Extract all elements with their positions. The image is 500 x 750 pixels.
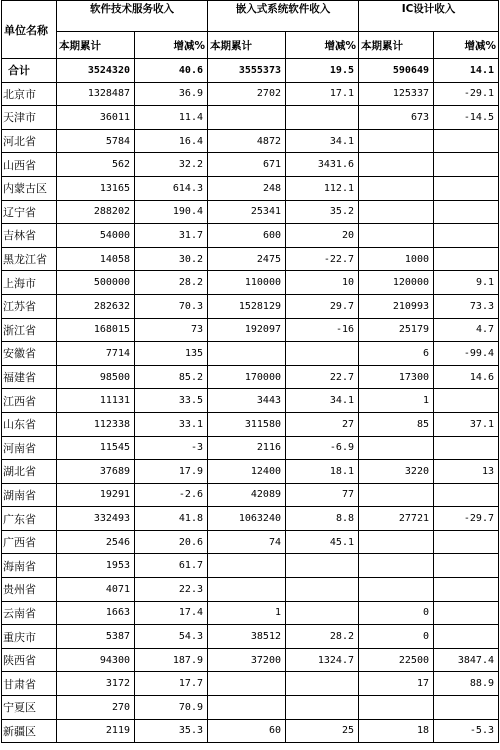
embedded-change-cell xyxy=(286,106,359,130)
software-services-change-cell: 85.2 xyxy=(135,365,208,389)
embedded-cumulative-cell: 2475 xyxy=(208,247,286,271)
table-row xyxy=(2,601,499,625)
embedded-cumulative-cell: 170000 xyxy=(208,365,286,389)
ic-design-change-cell xyxy=(434,176,499,200)
sub-header-cumulative: 本期累计 xyxy=(359,32,434,59)
ic-design-change-cell: 37.1 xyxy=(434,412,499,436)
ic-design-cumulative-cell xyxy=(359,483,434,507)
region-name-cell: 北京市 xyxy=(2,82,57,106)
software-services-cumulative-cell: 168015 xyxy=(57,318,135,342)
embedded-change-cell: 29.7 xyxy=(286,294,359,318)
region-name-cell: 福建省 xyxy=(2,365,57,389)
table-row xyxy=(2,82,499,106)
group-header-embedded-software: 嵌入式系统软件收入 xyxy=(208,1,359,32)
software-services-change-cell: 73 xyxy=(135,318,208,342)
embedded-cumulative-cell xyxy=(208,342,286,366)
software-services-change-cell: 70.9 xyxy=(135,696,208,720)
embedded-cumulative-cell: 25341 xyxy=(208,200,286,224)
software-services-change-cell: 70.3 xyxy=(135,294,208,318)
software-services-cumulative-cell: 3524320 xyxy=(57,59,135,83)
embedded-change-cell: 35.2 xyxy=(286,200,359,224)
revenue-table xyxy=(1,0,499,743)
embedded-change-cell: 20 xyxy=(286,224,359,248)
table-row xyxy=(2,530,499,554)
table-row xyxy=(2,483,499,507)
software-services-cumulative-cell: 94300 xyxy=(57,648,135,672)
embedded-cumulative-cell: 110000 xyxy=(208,271,286,295)
ic-design-cumulative-cell: 18 xyxy=(359,719,434,743)
embedded-cumulative-cell xyxy=(208,106,286,130)
embedded-cumulative-cell xyxy=(208,554,286,578)
table-row xyxy=(2,672,499,696)
table-row xyxy=(2,294,499,318)
software-services-cumulative-cell: 54000 xyxy=(57,224,135,248)
software-services-cumulative-cell: 14058 xyxy=(57,247,135,271)
software-services-cumulative-cell: 282632 xyxy=(57,294,135,318)
total-row xyxy=(2,59,499,83)
software-services-change-cell: 22.3 xyxy=(135,578,208,602)
embedded-change-cell: 18.1 xyxy=(286,460,359,484)
software-services-cumulative-cell: 112338 xyxy=(57,412,135,436)
ic-design-change-cell xyxy=(434,530,499,554)
embedded-change-cell: 34.1 xyxy=(286,389,359,413)
region-name-cell: 内蒙古区 xyxy=(2,176,57,200)
region-name-cell: 安徽省 xyxy=(2,342,57,366)
embedded-change-cell: 22.7 xyxy=(286,365,359,389)
region-name-cell: 河南省 xyxy=(2,436,57,460)
table-row xyxy=(2,342,499,366)
table-row xyxy=(2,554,499,578)
software-services-cumulative-cell: 288202 xyxy=(57,200,135,224)
region-name-cell: 陕西省 xyxy=(2,648,57,672)
ic-design-change-cell: -29.1 xyxy=(434,82,499,106)
ic-design-change-cell: -99.4 xyxy=(434,342,499,366)
software-services-cumulative-cell: 3172 xyxy=(57,672,135,696)
ic-design-change-cell: 4.7 xyxy=(434,318,499,342)
ic-design-cumulative-cell xyxy=(359,530,434,554)
table-row xyxy=(2,412,499,436)
region-name-cell: 浙江省 xyxy=(2,318,57,342)
group-header-software-services: 软件技术服务收入 xyxy=(57,1,208,32)
embedded-cumulative-cell: 74 xyxy=(208,530,286,554)
region-name-cell: 江西省 xyxy=(2,389,57,413)
embedded-cumulative-cell: 12400 xyxy=(208,460,286,484)
embedded-change-cell: 25 xyxy=(286,719,359,743)
software-services-cumulative-cell: 11545 xyxy=(57,436,135,460)
software-services-change-cell: 614.3 xyxy=(135,176,208,200)
software-services-cumulative-cell: 4071 xyxy=(57,578,135,602)
table-row xyxy=(2,436,499,460)
ic-design-cumulative-cell: 85 xyxy=(359,412,434,436)
embedded-change-cell: 112.1 xyxy=(286,176,359,200)
embedded-cumulative-cell: 3443 xyxy=(208,389,286,413)
ic-design-cumulative-cell: 125337 xyxy=(359,82,434,106)
region-name-cell: 吉林省 xyxy=(2,224,57,248)
ic-design-cumulative-cell xyxy=(359,436,434,460)
sub-header-change-pct: 增减% xyxy=(434,32,499,59)
embedded-change-cell xyxy=(286,578,359,602)
embedded-change-cell: 77 xyxy=(286,483,359,507)
embedded-change-cell: 27 xyxy=(286,412,359,436)
embedded-cumulative-cell: 60 xyxy=(208,719,286,743)
region-name-cell: 重庆市 xyxy=(2,625,57,649)
software-services-cumulative-cell: 2119 xyxy=(57,719,135,743)
software-services-change-cell: 17.9 xyxy=(135,460,208,484)
table-row xyxy=(2,365,499,389)
embedded-change-cell: 34.1 xyxy=(286,129,359,153)
ic-design-cumulative-cell: 590649 xyxy=(359,59,434,83)
software-services-cumulative-cell: 332493 xyxy=(57,507,135,531)
software-services-cumulative-cell: 98500 xyxy=(57,365,135,389)
embedded-change-cell xyxy=(286,554,359,578)
software-services-change-cell: 135 xyxy=(135,342,208,366)
ic-design-change-cell xyxy=(434,389,499,413)
ic-design-change-cell: -5.3 xyxy=(434,719,499,743)
software-services-change-cell: 33.5 xyxy=(135,389,208,413)
embedded-change-cell: 8.8 xyxy=(286,507,359,531)
header-row-sub xyxy=(2,32,499,59)
table-row xyxy=(2,648,499,672)
software-services-cumulative-cell: 13165 xyxy=(57,176,135,200)
software-services-change-cell: 31.7 xyxy=(135,224,208,248)
table-row xyxy=(2,106,499,130)
software-services-cumulative-cell: 2546 xyxy=(57,530,135,554)
software-services-change-cell: 33.1 xyxy=(135,412,208,436)
embedded-cumulative-cell: 37200 xyxy=(208,648,286,672)
software-services-cumulative-cell: 270 xyxy=(57,696,135,720)
embedded-change-cell: -22.7 xyxy=(286,247,359,271)
table-row xyxy=(2,625,499,649)
software-services-change-cell: 187.9 xyxy=(135,648,208,672)
software-services-change-cell: 28.2 xyxy=(135,271,208,295)
table-row xyxy=(2,153,499,177)
software-services-change-cell: 61.7 xyxy=(135,554,208,578)
ic-design-change-cell: 3847.4 xyxy=(434,648,499,672)
sub-header-change-pct: 增减% xyxy=(135,32,208,59)
software-services-change-cell: 16.4 xyxy=(135,129,208,153)
embedded-cumulative-cell: 38512 xyxy=(208,625,286,649)
embedded-change-cell: 19.5 xyxy=(286,59,359,83)
embedded-cumulative-cell: 2116 xyxy=(208,436,286,460)
ic-design-change-cell xyxy=(434,247,499,271)
software-services-cumulative-cell: 37689 xyxy=(57,460,135,484)
ic-design-cumulative-cell: 22500 xyxy=(359,648,434,672)
unit-name-header: 单位名称 xyxy=(2,1,57,59)
ic-design-change-cell: 14.6 xyxy=(434,365,499,389)
ic-design-change-cell: 88.9 xyxy=(434,672,499,696)
ic-design-change-cell xyxy=(434,601,499,625)
ic-design-change-cell: 13 xyxy=(434,460,499,484)
embedded-change-cell: -16 xyxy=(286,318,359,342)
embedded-change-cell: 17.1 xyxy=(286,82,359,106)
ic-design-cumulative-cell: 25179 xyxy=(359,318,434,342)
embedded-change-cell xyxy=(286,672,359,696)
region-name-cell: 合计 xyxy=(2,59,57,83)
software-services-cumulative-cell: 5387 xyxy=(57,625,135,649)
ic-design-change-cell xyxy=(434,483,499,507)
table-row xyxy=(2,247,499,271)
group-header-ic-design: IC设计收入 xyxy=(359,1,499,32)
embedded-change-cell: 10 xyxy=(286,271,359,295)
software-services-change-cell: 17.7 xyxy=(135,672,208,696)
region-name-cell: 宁夏区 xyxy=(2,696,57,720)
table-row xyxy=(2,318,499,342)
software-services-change-cell: 36.9 xyxy=(135,82,208,106)
software-services-change-cell: 54.3 xyxy=(135,625,208,649)
ic-design-cumulative-cell xyxy=(359,129,434,153)
software-services-cumulative-cell: 7714 xyxy=(57,342,135,366)
region-name-cell: 湖北省 xyxy=(2,460,57,484)
ic-design-change-cell: 14.1 xyxy=(434,59,499,83)
ic-design-change-cell xyxy=(434,625,499,649)
software-services-change-cell: 32.2 xyxy=(135,153,208,177)
embedded-cumulative-cell xyxy=(208,672,286,696)
ic-design-change-cell xyxy=(434,224,499,248)
ic-design-cumulative-cell: 0 xyxy=(359,625,434,649)
region-name-cell: 上海市 xyxy=(2,271,57,295)
embedded-change-cell xyxy=(286,601,359,625)
software-services-cumulative-cell: 500000 xyxy=(57,271,135,295)
software-services-change-cell: -2.6 xyxy=(135,483,208,507)
ic-design-cumulative-cell: 6 xyxy=(359,342,434,366)
software-services-change-cell: 190.4 xyxy=(135,200,208,224)
sub-header-cumulative: 本期累计 xyxy=(208,32,286,59)
software-services-cumulative-cell: 1663 xyxy=(57,601,135,625)
table-row xyxy=(2,719,499,743)
ic-design-cumulative-cell xyxy=(359,696,434,720)
software-services-change-cell: 30.2 xyxy=(135,247,208,271)
table-row xyxy=(2,460,499,484)
table-row xyxy=(2,129,499,153)
ic-design-cumulative-cell xyxy=(359,554,434,578)
table-row xyxy=(2,200,499,224)
ic-design-change-cell xyxy=(434,129,499,153)
ic-design-cumulative-cell xyxy=(359,153,434,177)
software-services-change-cell: 40.6 xyxy=(135,59,208,83)
ic-design-change-cell: -14.5 xyxy=(434,106,499,130)
embedded-change-cell xyxy=(286,696,359,720)
table-row xyxy=(2,176,499,200)
sub-header-cumulative: 本期累计 xyxy=(57,32,135,59)
embedded-cumulative-cell: 311580 xyxy=(208,412,286,436)
region-name-cell: 新疆区 xyxy=(2,719,57,743)
ic-design-change-cell xyxy=(434,554,499,578)
header-row-groups xyxy=(2,1,499,32)
embedded-cumulative-cell: 600 xyxy=(208,224,286,248)
region-name-cell: 贵州省 xyxy=(2,578,57,602)
region-name-cell: 湖南省 xyxy=(2,483,57,507)
region-name-cell: 河北省 xyxy=(2,129,57,153)
embedded-change-cell: -6.9 xyxy=(286,436,359,460)
ic-design-cumulative-cell xyxy=(359,200,434,224)
ic-design-change-cell xyxy=(434,696,499,720)
table-row xyxy=(2,389,499,413)
software-services-cumulative-cell: 19291 xyxy=(57,483,135,507)
software-services-change-cell: 17.4 xyxy=(135,601,208,625)
embedded-cumulative-cell xyxy=(208,578,286,602)
embedded-cumulative-cell: 1 xyxy=(208,601,286,625)
region-name-cell: 天津市 xyxy=(2,106,57,130)
embedded-cumulative-cell: 671 xyxy=(208,153,286,177)
software-services-cumulative-cell: 562 xyxy=(57,153,135,177)
software-services-change-cell: 35.3 xyxy=(135,719,208,743)
ic-design-cumulative-cell: 673 xyxy=(359,106,434,130)
ic-design-cumulative-cell: 120000 xyxy=(359,271,434,295)
embedded-cumulative-cell: 42089 xyxy=(208,483,286,507)
ic-design-cumulative-cell: 1 xyxy=(359,389,434,413)
ic-design-cumulative-cell xyxy=(359,224,434,248)
table-row xyxy=(2,507,499,531)
region-name-cell: 山东省 xyxy=(2,412,57,436)
ic-design-cumulative-cell: 17 xyxy=(359,672,434,696)
software-services-change-cell: 41.8 xyxy=(135,507,208,531)
embedded-cumulative-cell: 248 xyxy=(208,176,286,200)
ic-design-cumulative-cell xyxy=(359,176,434,200)
region-name-cell: 云南省 xyxy=(2,601,57,625)
ic-design-cumulative-cell: 3220 xyxy=(359,460,434,484)
embedded-change-cell: 1324.7 xyxy=(286,648,359,672)
embedded-change-cell: 45.1 xyxy=(286,530,359,554)
embedded-cumulative-cell: 192097 xyxy=(208,318,286,342)
ic-design-change-cell xyxy=(434,153,499,177)
ic-design-change-cell xyxy=(434,436,499,460)
region-name-cell: 黑龙江省 xyxy=(2,247,57,271)
embedded-cumulative-cell: 1528129 xyxy=(208,294,286,318)
embedded-change-cell: 28.2 xyxy=(286,625,359,649)
ic-design-change-cell: 9.1 xyxy=(434,271,499,295)
region-name-cell: 辽宁省 xyxy=(2,200,57,224)
sub-header-change-pct: 增减% xyxy=(286,32,359,59)
table-row xyxy=(2,271,499,295)
table-body xyxy=(2,59,499,743)
ic-design-change-cell xyxy=(434,578,499,602)
software-services-cumulative-cell: 11131 xyxy=(57,389,135,413)
ic-design-cumulative-cell: 0 xyxy=(359,601,434,625)
software-services-change-cell: 20.6 xyxy=(135,530,208,554)
region-name-cell: 山西省 xyxy=(2,153,57,177)
region-name-cell: 广东省 xyxy=(2,507,57,531)
ic-design-cumulative-cell: 27721 xyxy=(359,507,434,531)
software-services-cumulative-cell: 1328487 xyxy=(57,82,135,106)
table-row xyxy=(2,578,499,602)
embedded-cumulative-cell: 4872 xyxy=(208,129,286,153)
ic-design-change-cell xyxy=(434,200,499,224)
software-services-change-cell: 11.4 xyxy=(135,106,208,130)
embedded-cumulative-cell: 1063240 xyxy=(208,507,286,531)
software-services-cumulative-cell: 1953 xyxy=(57,554,135,578)
software-services-change-cell: -3 xyxy=(135,436,208,460)
region-name-cell: 江苏省 xyxy=(2,294,57,318)
ic-design-change-cell: 73.3 xyxy=(434,294,499,318)
region-name-cell: 海南省 xyxy=(2,554,57,578)
embedded-change-cell xyxy=(286,342,359,366)
embedded-cumulative-cell: 3555373 xyxy=(208,59,286,83)
region-name-cell: 广西省 xyxy=(2,530,57,554)
ic-design-cumulative-cell: 17300 xyxy=(359,365,434,389)
embedded-change-cell: 3431.6 xyxy=(286,153,359,177)
embedded-cumulative-cell: 2702 xyxy=(208,82,286,106)
ic-design-cumulative-cell: 1000 xyxy=(359,247,434,271)
software-services-cumulative-cell: 5784 xyxy=(57,129,135,153)
table-row xyxy=(2,696,499,720)
software-services-cumulative-cell: 36011 xyxy=(57,106,135,130)
ic-design-change-cell: -29.7 xyxy=(434,507,499,531)
ic-design-cumulative-cell: 210993 xyxy=(359,294,434,318)
embedded-cumulative-cell xyxy=(208,696,286,720)
table-row xyxy=(2,224,499,248)
region-name-cell: 甘肃省 xyxy=(2,672,57,696)
ic-design-cumulative-cell xyxy=(359,578,434,602)
